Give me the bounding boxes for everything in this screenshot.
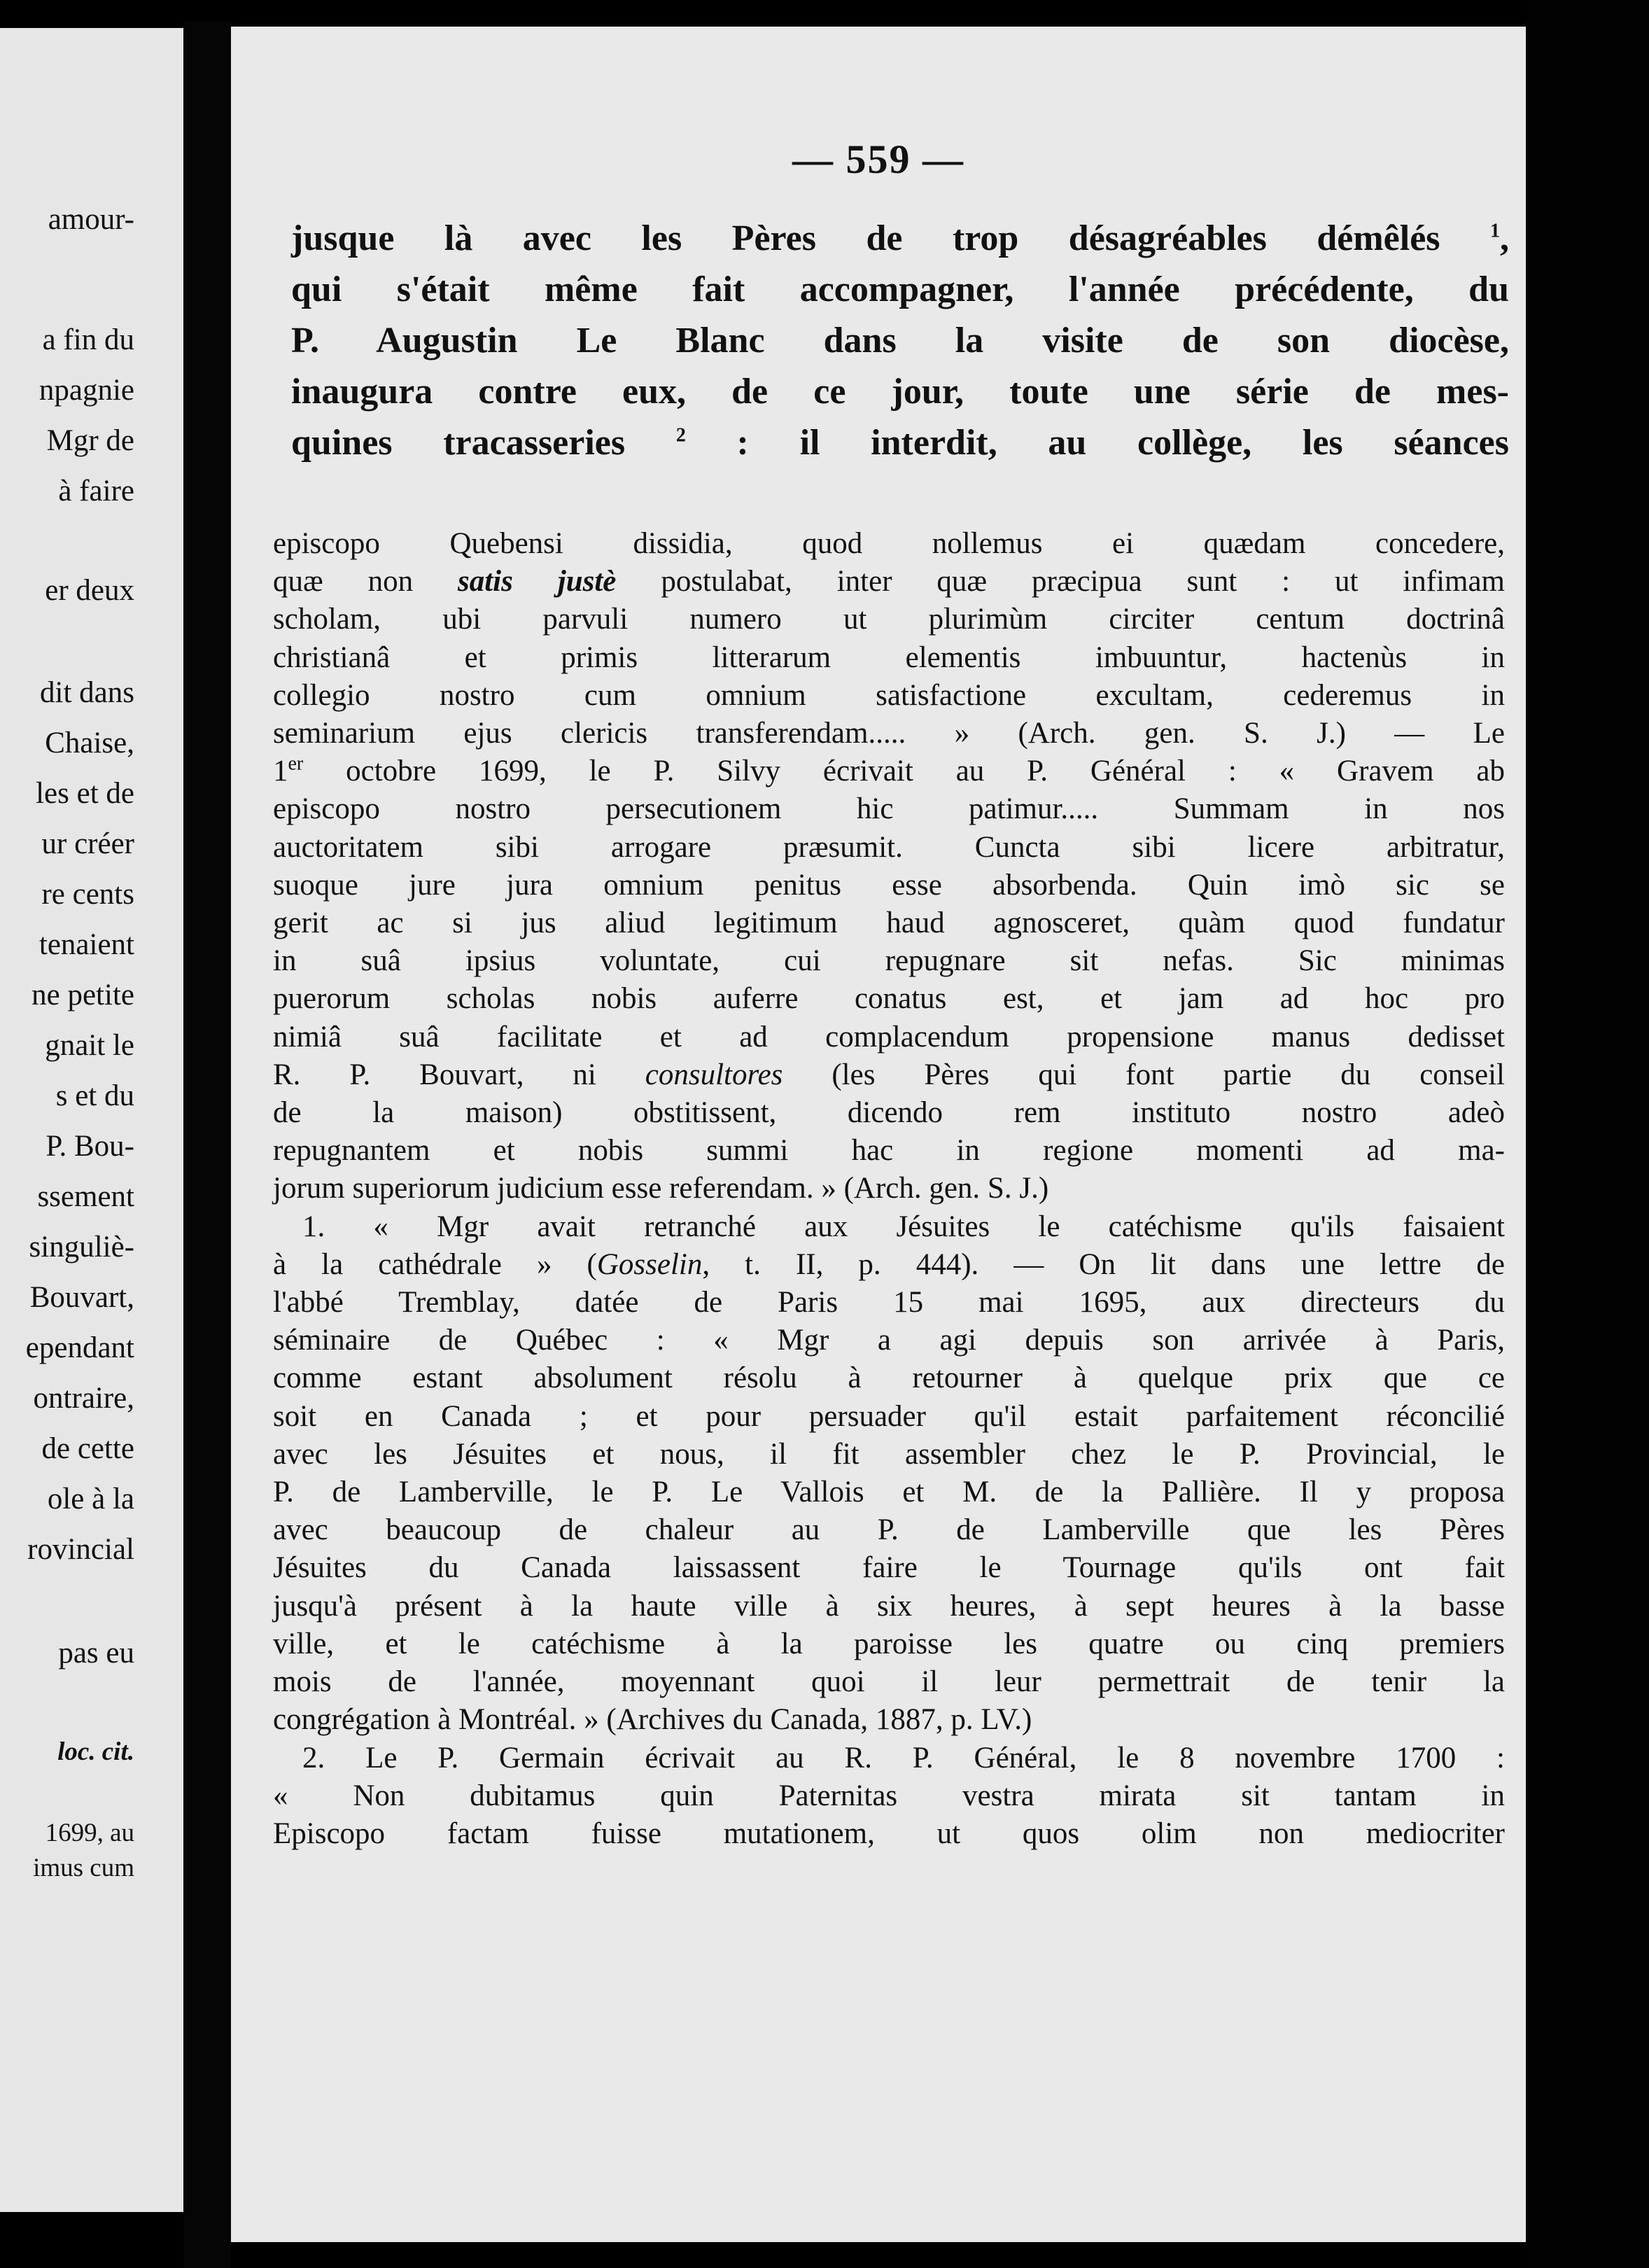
footnote-1-line: avec les Jésuites et nous, il fit assembler chez le P. Provincial, le bbox=[273, 1437, 1505, 1471]
page-number: — 559 — bbox=[792, 136, 964, 182]
footnote-line: suoque jure jura omnium penitus esse absorbenda. Quin imò sic se bbox=[273, 868, 1505, 902]
main-body-text bbox=[291, 213, 1509, 468]
footnote-line: jorum superiorum judicium esse referendam. » (Arch. gen. S. J.) bbox=[273, 1172, 1049, 1205]
body-line: P. Augustin Le Blanc dans la visite de son diocèse, bbox=[291, 321, 1509, 360]
scan-border bbox=[1526, 0, 1649, 2268]
footnote-1-line: P. de Lamberville, le P. Le Vallois et M. de la Pallière. Il y proposa bbox=[273, 1476, 1505, 1509]
footnote-italic: consultores bbox=[645, 1058, 783, 1091]
footnote-italic: Gosselin bbox=[596, 1247, 703, 1281]
body-line-text: : il interdit, au collège, les séances bbox=[736, 423, 1509, 463]
left-page-line: amour- bbox=[48, 203, 134, 236]
footnote-line: puerorum scholas nobis auferre conatus est, et jam ad hoc pro bbox=[273, 982, 1505, 1016]
footnote-line: nimiâ suâ facilitate et ad complacendum propensione manus dedisset bbox=[273, 1020, 1505, 1054]
footnote-line: episcopo Quebensi dissidia, quod nollemus ei quædam concedere, bbox=[273, 527, 1505, 560]
footnote-line: seminarium ejus clericis transferendam..... » (Arch. gen. S. J.) — Le bbox=[273, 717, 1505, 750]
body-line-text: jusque là avec les Pères de trop désagréables démêlés bbox=[291, 218, 1440, 258]
left-page-line: Bouvart, bbox=[29, 1281, 134, 1314]
left-page-line: a fin du bbox=[42, 323, 134, 356]
left-page-line: gnait le bbox=[45, 1029, 134, 1062]
left-page-line: loc. cit. bbox=[57, 1737, 134, 1766]
left-page-line: dit dans bbox=[40, 676, 134, 709]
footnote-1-line: soit en Canada ; et pour persuader qu'il estait parfaitement réconcilié bbox=[273, 1399, 1505, 1433]
left-page-line: npagnie bbox=[38, 374, 134, 407]
footnote-line: scholam, ubi parvuli numero ut plurimùm circiter centum doctrinâ bbox=[273, 603, 1505, 636]
left-page-line: ur créer bbox=[41, 827, 134, 860]
footnote-line: repugnantem et nobis summi hac in regione momenti ad ma- bbox=[273, 1134, 1505, 1168]
footnote-line: episcopo nostro persecutionem hic patimur..... Summam in nos bbox=[273, 792, 1505, 826]
body-line: jusque là avec les Pères de trop désagréables démêlés $^1$, bbox=[291, 218, 1509, 258]
footnote-1-line: Jésuites du Canada laissassent faire le Tournage qu'ils ont fait bbox=[273, 1551, 1505, 1585]
left-page-line: Chaise, bbox=[45, 727, 134, 760]
left-page-line: de cette bbox=[41, 1432, 134, 1465]
footnote-2-line: « Non dubitamus quin Paternitas vestra mirata sit tantam in bbox=[273, 1779, 1505, 1812]
left-page-line: Mgr de bbox=[46, 424, 134, 457]
page-559 bbox=[231, 27, 1526, 2242]
footnote-1-line: comme estant absolument résolu à retourner à quelque prix que ce bbox=[273, 1362, 1505, 1395]
footnote-line: christianâ et primis litterarum elementis imbuuntur, hactenùs in bbox=[273, 640, 1505, 674]
left-page-line: ole à la bbox=[47, 1483, 134, 1516]
left-page-line: les et de bbox=[36, 777, 134, 810]
body-line: inaugura contre eux, de ce jour, toute une série de mes- bbox=[291, 372, 1509, 412]
left-page-line: 1699, au bbox=[45, 1819, 134, 1847]
footnote-text: (les Pères qui font partie du conseil bbox=[831, 1058, 1505, 1091]
left-page-line: ssement bbox=[37, 1180, 134, 1213]
footnote-line: gerit ac si jus aliud legitimum haud agnosceret, quàm quod fundatur bbox=[273, 906, 1505, 940]
footnote-1-line: 1. « Mgr avait retranché aux Jésuites le catéchisme qu'ils faisaient bbox=[302, 1210, 1505, 1243]
footnote-line: in suâ ipsius voluntate, cui repugnare sit nefas. Sic minimas bbox=[273, 944, 1505, 978]
footnote-ref-2: 2 bbox=[675, 424, 686, 447]
footnote-line: collegio nostro cum omnium satisfactione excultam, cederemus in bbox=[273, 678, 1505, 712]
footnote-text: R. P. Bouvart, ni bbox=[273, 1058, 596, 1091]
footnote-superscript: er bbox=[288, 752, 304, 775]
footnote-line: auctoritatem sibi arrogare præsumit. Cuncta sibi licere arbitratur, bbox=[273, 830, 1505, 864]
left-page-line: ependant bbox=[25, 1331, 134, 1364]
left-page-line: ne petite bbox=[31, 979, 134, 1011]
left-page-line: tenaient bbox=[38, 928, 134, 961]
footnote-line bbox=[273, 752, 1505, 790]
left-page-line: pas eu bbox=[58, 1637, 134, 1670]
body-line bbox=[291, 417, 1509, 468]
footnote-1-line: séminaire de Québec : « Mgr a agi depuis son arrivée à Paris, bbox=[273, 1324, 1505, 1357]
footnote-2-line: Episcopo factam fuisse mutationem, ut quos olim non mediocriter bbox=[273, 1816, 1505, 1850]
footnote-text: octobre 1699, le P. Silvy écrivait au P. Général : « Gravem ab bbox=[346, 755, 1505, 788]
footnote-text: à la cathédrale » ( bbox=[273, 1247, 597, 1281]
left-page-line: imus cum bbox=[33, 1854, 134, 1882]
footnote-1-line: l'abbé Tremblay, datée de Paris 15 mai 1695, aux directeurs du bbox=[273, 1286, 1505, 1320]
footnote-1-line: jusqu'à présent à la haute ville à six heures, à sept heures à la basse bbox=[273, 1589, 1505, 1623]
footnote-1-line: ville, et le catéchisme à la paroisse les quatre ou cinq premiers bbox=[273, 1627, 1505, 1660]
left-page-line: s et du bbox=[55, 1079, 134, 1112]
book-gutter bbox=[183, 21, 231, 2268]
footnote-line bbox=[273, 1056, 1505, 1094]
footnote-text: quæ non bbox=[273, 565, 414, 598]
footnote-ref-1: 1 bbox=[1490, 220, 1500, 242]
left-page-line: rovincial bbox=[27, 1533, 134, 1566]
footnote-text: , t. II, p. 444). — On lit dans une lettre de bbox=[702, 1247, 1505, 1281]
footnote-line bbox=[273, 563, 1505, 601]
footnote-italic: satis justè bbox=[458, 565, 617, 598]
footnote-1-line: congrégation à Montréal. » (Archives du Canada, 1887, p. LV.) bbox=[273, 1703, 1032, 1737]
body-line: qui s'était même fait accompagner, l'année précédente, du bbox=[291, 270, 1509, 309]
body-line-text: quines tracasseries bbox=[291, 423, 626, 463]
left-page-line: singuliè- bbox=[29, 1231, 134, 1264]
left-page-line: re cents bbox=[41, 878, 134, 911]
left-page-fragment bbox=[0, 28, 183, 2212]
footnote-2-line: 2. Le P. Germain écrivait au R. P. Général, le 8 novembre 1700 : bbox=[302, 1741, 1505, 1774]
footnote-1-line: mois de l'année, moyennant quoi il leur permettrait de tenir la bbox=[273, 1665, 1505, 1699]
left-page-line: ontraire, bbox=[33, 1382, 134, 1415]
left-page-line: P. Bou- bbox=[45, 1130, 134, 1163]
left-page-line: er deux bbox=[45, 574, 134, 607]
footnote-1-line: avec beaucoup de chaleur au P. de Lamberville que les Pères bbox=[273, 1513, 1505, 1547]
footnote-text: 1 bbox=[273, 755, 288, 788]
footnote-1-line bbox=[273, 1246, 1505, 1284]
left-page-line: à faire bbox=[58, 475, 134, 507]
footnote-text: postulabat, inter quæ præcipua sunt : ut infimam bbox=[661, 565, 1506, 598]
footnote-line: de la maison) obstitissent, dicendo rem instituto nostro adeò bbox=[273, 1096, 1505, 1130]
footnotes bbox=[273, 525, 1505, 1853]
